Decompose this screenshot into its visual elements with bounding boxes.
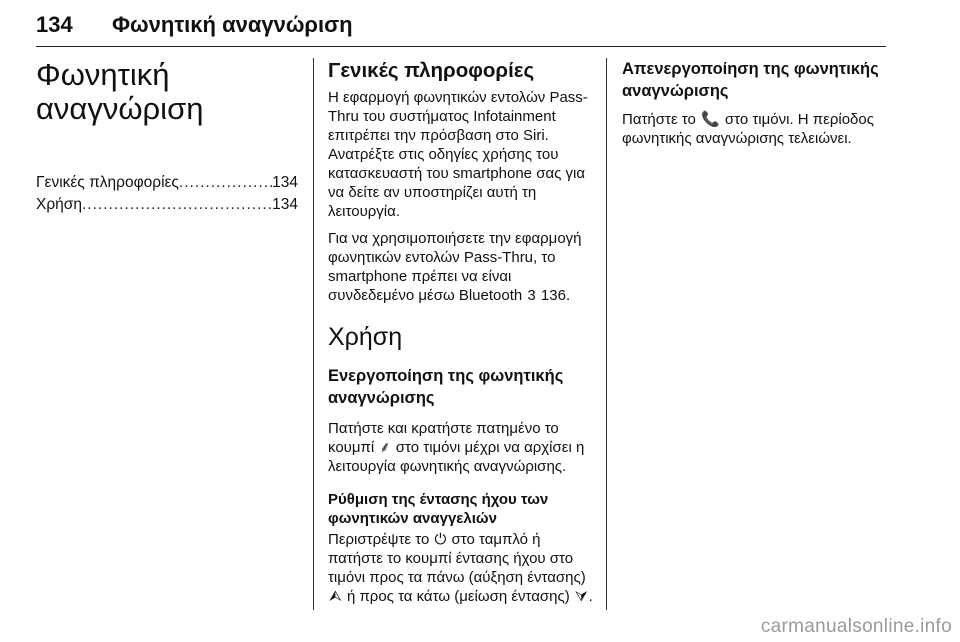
page-number: 134 (36, 12, 73, 37)
volume-heading: Ρύθμιση της έντασης ήχου των φωνητικών αναγγελιών (328, 491, 549, 527)
toc-entry[interactable] (36, 194, 298, 216)
volume-text: Περιστρέψτε το (328, 531, 430, 548)
toc-label: Χρήση (36, 196, 82, 213)
watermark: carmanualsonline.info (760, 616, 952, 637)
chapter-title-line2: αναγνώριση (36, 91, 204, 126)
power-knob-icon: ⏻ (434, 531, 447, 548)
activate-paragraph (328, 419, 596, 476)
volume-up-icon: ⮙ (329, 588, 342, 605)
middle-column (328, 58, 596, 614)
bluetooth-paragraph (328, 229, 596, 305)
volume-text-cont2: ή προς τα κάτω (μείωση έντασης) (346, 588, 570, 605)
page-reference-icon: 3 (527, 287, 536, 304)
chapter-title-line1: Φωνητική (36, 57, 170, 92)
page-header (36, 12, 886, 47)
deactivate-paragraph (622, 110, 886, 148)
general-info-heading: Γενικές πληροφορίες (328, 59, 535, 82)
toc-leader (179, 172, 272, 194)
usage-heading: Χρήση (328, 323, 403, 351)
activate-text: Πατήστε και κρατήστε πατημένο το κουμπί (328, 420, 559, 456)
toc-label: Γενικές πληροφορίες (36, 174, 179, 191)
general-info-paragraph: Η εφαρμογή φωνητικών εντολών Pass-Thru του συστήματος Infotainment επιτρέπει την πρόσβαση στο Siri. Ανατρέξτε στις οδηγίες χρήσης του κατασκευαστή του smartphone σας για να δείτε αν υποστηρίζει αυτή τη λειτουργία. (328, 89, 588, 220)
activate-text-cont: στο τιμόνι μέχρι να αρχίσει η λειτουργία φωνητικής αναγνώρισης. (328, 439, 585, 475)
toc-leader (82, 194, 272, 216)
toc-page: 134 (272, 174, 298, 191)
volume-text-end: . (588, 588, 593, 605)
column-divider (313, 58, 314, 610)
bluetooth-text: Για να χρησιμοποιήσετε την εφαρμογή φωνητικών εντολών Pass-Thru, το smartphone πρέπει να είναι συνδεδεμένο μέσω Bluetooth (328, 230, 582, 304)
column-divider (606, 58, 607, 610)
activate-heading: Ενεργοποίηση της φωνητικής αναγνώρισης (328, 367, 564, 407)
deactivate-heading: Απενεργοποίηση της φωνητικής αναγνώρισης (622, 60, 879, 100)
chapter-title (36, 58, 298, 126)
left-column (36, 58, 298, 216)
running-title: Φωνητική αναγνώριση (112, 12, 353, 37)
deactivate-text-cont: στο τιμόνι. Η περίοδος φωνητικής αναγνώρισης τελειώνει. (622, 111, 874, 147)
toc-page: 134 (272, 196, 298, 213)
phone-hangup-icon: 📞 (701, 111, 720, 128)
voice-command-icon: ⸙ (379, 439, 391, 456)
volume-paragraph (328, 530, 596, 606)
volume-down-icon: ⮛ (574, 588, 588, 605)
volume-text-cont: στο ταμπλό ή πατήστε το κουμπί έντασης ήχου στο τιμόνι προς τα πάνω (αύξηση έντασης) (328, 531, 586, 586)
right-column (622, 58, 886, 156)
table-of-contents (36, 172, 298, 216)
page-reference[interactable]: 136. (540, 287, 571, 304)
deactivate-text: Πατήστε το (622, 111, 696, 128)
toc-entry[interactable] (36, 172, 298, 194)
